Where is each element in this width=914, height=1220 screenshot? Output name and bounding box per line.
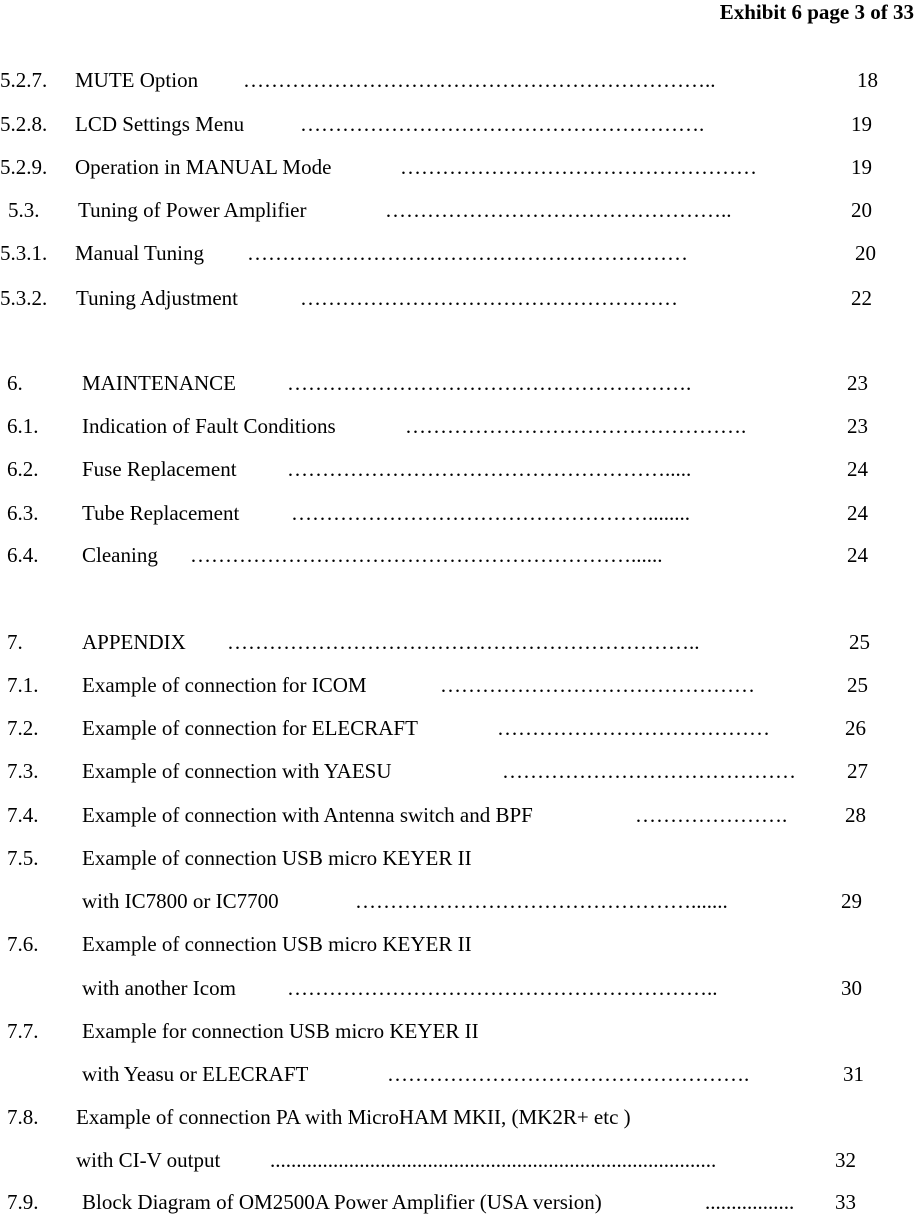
toc-entry-number: 7.3.: [7, 759, 39, 783]
toc-entry-leader: ………………………………………………: [300, 286, 678, 310]
toc-entry-title: Manual Tuning: [75, 241, 204, 265]
toc-entry-title: Example of connection for ELECRAFT: [82, 716, 418, 740]
toc-entry-title: Cleaning: [82, 543, 158, 567]
toc-entry-page: 29: [841, 889, 862, 913]
toc-entry-title: Tuning Adjustment: [76, 286, 239, 310]
toc-entry-page: 19: [851, 112, 872, 136]
toc-entry: [0, 1062, 914, 1092]
toc-entry: [0, 414, 914, 444]
toc-entry-title: Example for connection USB micro KEYER II: [82, 1019, 479, 1043]
toc-entry-leader: .....................................................................................: [270, 1148, 717, 1172]
toc-entry-page: 20: [851, 198, 872, 222]
toc-entry: [0, 1019, 914, 1049]
toc-entry-title: Example of connection for ICOM: [82, 673, 367, 697]
toc-entry: [0, 759, 914, 789]
toc-entry-title: Example of connection PA with MicroHAM MKII, (MK2R+ etc ): [76, 1105, 631, 1129]
toc-entry-page: 24: [847, 501, 868, 525]
toc-entry-leader: ……………………………………………….....: [287, 457, 692, 481]
toc-entry-page: 32: [835, 1148, 856, 1172]
toc-entry-leader: ………………………………………: [440, 673, 755, 697]
toc-entry-number: 7.1.: [7, 673, 39, 697]
toc-entry: [0, 976, 914, 1006]
toc-entry-title: Example of connection with YAESU: [82, 759, 392, 783]
toc-entry-page: 28: [845, 803, 866, 827]
toc-entry: [0, 716, 914, 746]
toc-entry-title: Indication of Fault Conditions: [82, 414, 336, 438]
toc-entry-title: with IC7800 or IC7700: [82, 889, 279, 913]
toc-entry-title: Block Diagram of OM2500A Power Amplifier (USA version): [82, 1190, 602, 1214]
toc-entry-page: 25: [847, 673, 868, 697]
toc-entry-title: Example of connection with Antenna switch and BPF: [82, 803, 533, 827]
toc-entry-page: 23: [847, 414, 868, 438]
toc-entry-title: with CI-V output: [76, 1148, 221, 1172]
toc-entry-number: 7.4.: [7, 803, 39, 827]
toc-entry-leader: ………………………………………………………: [247, 241, 688, 265]
toc-entry-page: 30: [841, 976, 862, 1000]
toc-entry-number: 7.5.: [7, 846, 39, 870]
toc-entry-title: Tube Replacement: [82, 501, 240, 525]
toc-entry-leader: ……………………………………: [502, 759, 796, 783]
toc-entry-leader: …………………………………………..: [385, 198, 732, 222]
toc-entry-number: 6.: [7, 371, 23, 395]
toc-entry-title: MUTE Option: [75, 68, 199, 92]
toc-entry-number: 7.2.: [7, 716, 39, 740]
toc-entry-leader: …………………………………………….: [387, 1062, 750, 1086]
toc-entry: [0, 112, 914, 142]
toc-entry-leader: ………………………………………………….: [287, 371, 692, 395]
toc-entry-number: 7.9.: [7, 1190, 39, 1214]
toc-entry: [0, 846, 914, 876]
toc-entry-leader: ……………………………………………........: [291, 501, 690, 525]
toc-entry-title: APPENDIX: [82, 630, 186, 654]
toc-entry-title: with another Icom: [82, 976, 236, 1000]
toc-entry: [0, 673, 914, 703]
toc-entry-page: 24: [847, 543, 868, 567]
toc-entry-title: Tuning of Power Amplifier: [78, 198, 307, 222]
exhibit-header: Exhibit 6 page 3 of 33: [719, 0, 914, 24]
toc-entry-number: 6.2.: [7, 457, 39, 481]
toc-entry: [0, 241, 914, 271]
toc-entry-number: 7.7.: [7, 1019, 39, 1043]
toc-entry-page: 24: [847, 457, 868, 481]
toc-entry-number: 5.3.1.: [0, 241, 48, 265]
toc-entry-number: 5.2.7.: [0, 68, 48, 92]
toc-entry-title: Fuse Replacement: [82, 457, 237, 481]
toc-entry-number: 7.: [7, 630, 23, 654]
toc-entry: [0, 68, 914, 98]
toc-entry-title: MAINTENANCE: [82, 371, 236, 395]
toc-entry-page: 25: [849, 630, 870, 654]
toc-entry-leader: ………………………………………….......: [355, 889, 728, 913]
toc-entry-page: 19: [851, 155, 872, 179]
toc-entry-title: Operation in MANUAL Mode: [75, 155, 332, 179]
toc-entry: [0, 371, 914, 401]
toc-entry-leader: ……………………………………………: [400, 155, 757, 179]
toc-entry: [0, 155, 914, 185]
toc-entry-number: 5.3.: [8, 198, 40, 222]
toc-entry-leader: …………………………………: [497, 716, 770, 740]
toc-entry-number: 7.6.: [7, 932, 39, 956]
toc-entry: [0, 457, 914, 487]
toc-entry-number: 7.8.: [7, 1105, 39, 1129]
toc-entry-page: 18: [857, 68, 878, 92]
toc-entry-leader: ………………………………………….: [405, 414, 747, 438]
toc-entry-leader: ………………………………………………………......: [190, 543, 663, 567]
toc-entry: [0, 1105, 914, 1135]
toc-entry-number: 6.1.: [7, 414, 39, 438]
toc-entry: [0, 501, 914, 531]
toc-entry-page: 20: [855, 241, 876, 265]
toc-entry-leader: ……………………………………………………..: [287, 976, 718, 1000]
toc-entry-title: Example of connection USB micro KEYER II: [82, 932, 472, 956]
toc-entry-leader: ………………………………………………….: [300, 112, 705, 136]
toc-entry-number: 5.2.8.: [0, 112, 48, 136]
toc-entry-number: 5.2.9.: [0, 155, 48, 179]
toc-entry-page: 27: [847, 759, 868, 783]
toc-entry: [0, 630, 914, 660]
toc-entry-leader: …………………………………………………………..: [227, 630, 700, 654]
toc-entry-leader: ………………….: [635, 803, 788, 827]
toc-entry-number: 5.3.2.: [0, 286, 48, 310]
toc-entry: [0, 889, 914, 919]
toc-entry-page: 22: [851, 286, 872, 310]
toc-entry-page: 33: [835, 1190, 856, 1214]
toc-entry-number: 6.3.: [7, 501, 39, 525]
toc-entry: [0, 543, 914, 573]
toc-entry-title: Example of connection USB micro KEYER II: [82, 846, 472, 870]
toc-entry: [0, 932, 914, 962]
toc-entry: [0, 1148, 914, 1178]
toc-entry: [0, 286, 914, 316]
toc-entry-number: 6.4.: [7, 543, 39, 567]
toc-entry-page: 31: [843, 1062, 864, 1086]
toc-entry: [0, 198, 914, 228]
toc-entry-title: LCD Settings Menu: [75, 112, 245, 136]
toc-entry-page: 26: [845, 716, 866, 740]
toc-entry-title: with Yeasu or ELECRAFT: [82, 1062, 309, 1086]
toc-entry-leader: …………………………………………………………..: [243, 68, 716, 92]
toc-entry-leader: .................: [705, 1190, 795, 1214]
toc-entry: [0, 803, 914, 833]
toc-entry-page: 23: [847, 371, 868, 395]
